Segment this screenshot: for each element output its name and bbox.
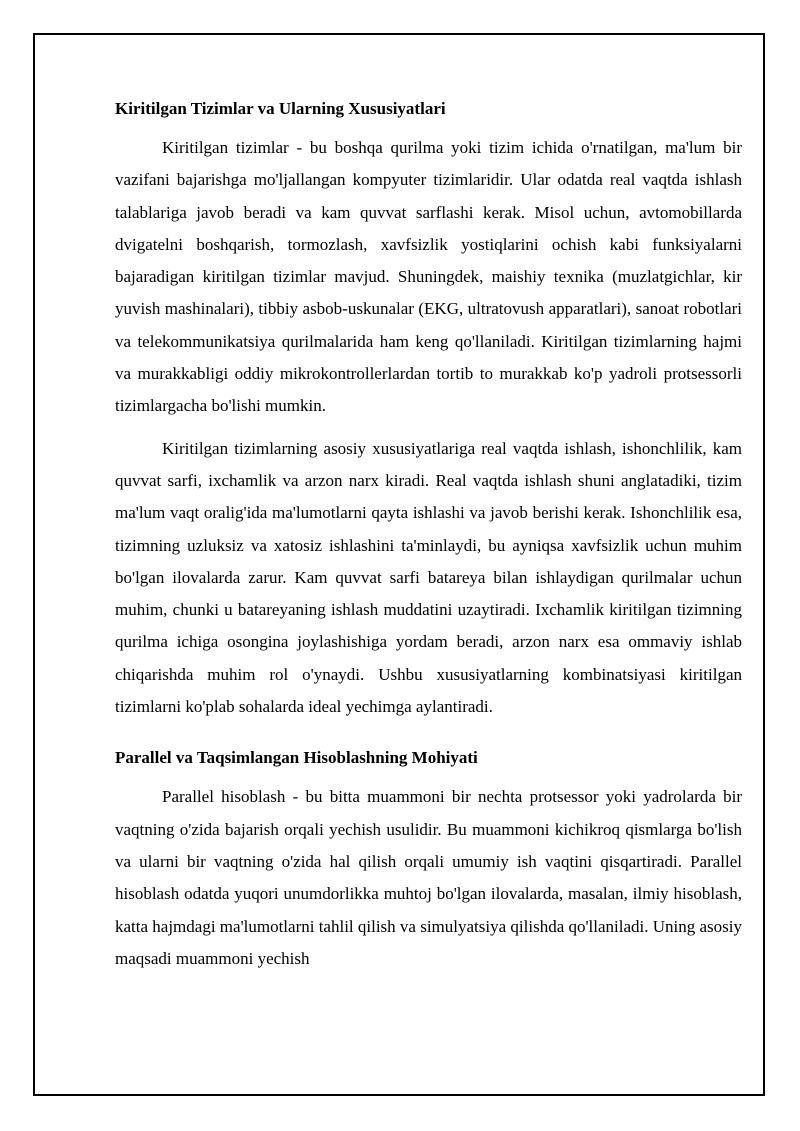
body-paragraph: Kiritilgan tizimlar - bu boshqa qurilma yoki tizim ichida o'rnatilgan, ma'lum bir vazifani bajarishga mo'ljallangan kompyuter tizimlaridir. Ular odatda real vaqtda ishlash talablariga javob beradi va kam quvvat sarflashi kerak. Misol uchun, avtomobillarda dvigatelni boshqarish, tormozlash, xavfsizlik yostiqlarini ochish kabi funksiyalarni bajaradigan kiritilgan tizimlar mavjud. Shuningdek, maishiy texnika (muzlatgichlar, kir yuvish mashinalari), tibbiy asbob-uskunalar (EKG, ultratovush apparatlari), sanoat robotlari va telekommunikatsiya qurilmalarida ham keng qo'llaniladi. Kiritilgan tizimlarning hajmi va murakkabligi oddiy mikrokontrollerlardan tortib to murakkab ko'p yadroli protsessorli tizimlargacha bo'lishi mumkin.	[115, 138, 742, 416]
section-parallel-computing	[115, 747, 742, 975]
section-heading: Kiritilgan Tizimlar va Ularning Xususiyatlari	[115, 99, 446, 118]
section-heading: Parallel va Taqsimlangan Hisoblashning Mohiyati	[115, 748, 478, 768]
body-paragraph: Parallel hisoblash - bu bitta muammoni bir nechta protsessor yoki yadrolarda bir vaqtning o'zida bajarish orqali yechish usulidir. Bu muammoni kichikroq qismlarga bo'lish va ularni bir vaqtning o'zida hal qilish orqali umumiy ish vaqtini qisqartiradi. Parallel hisoblash odatda yuqori unumdorlikka muhtoj bo'lgan ilovalarda, masalan, ilmiy hisoblash, katta hajmdagi ma'lumotlarni tahlil qilish va simulyatsiya qilishda qo'llaniladi. Uning asosiy maqsadi muammoni yechish	[115, 787, 743, 968]
body-paragraph: Kiritilgan tizimlarning asosiy xususiyatlariga real vaqtda ishlash, ishonchlilik, kam quvvat sarfi, ixchamlik va arzon narx kiradi. Real vaqtda ishlash shuni anglatadiki, tizim ma'lum vaqt oralig'ida ma'lumotlarni qayta ishlashi va javob berishi kerak. Ishonchlilik esa, tizimning uzluksiz va xatosiz ishlashini ta'minlaydi, bu ayniqsa xavfsizlik uchun muhim bo'lgan ilovalarda zarur. Kam quvvat sarfi batareya bilan ishlaydigan qurilmalar uchun muhim, chunki u batareyaning ishlash muddatini uzaytiradi. Ixchamlik kiritilgan tizimning qurilma ichiga osongina joylashishiga yordam beradi, arzon narx esa ommaviy ishlab chiqarishda muhim rol o'ynaydi. Ushbu xususiyatlarning kombinatsiyasi kiritilgan tizimlarni ko'plab sohalarda ideal yechimga aylantiradi.	[115, 438, 742, 717]
document-body	[115, 98, 742, 975]
section-embedded-systems	[115, 98, 742, 723]
